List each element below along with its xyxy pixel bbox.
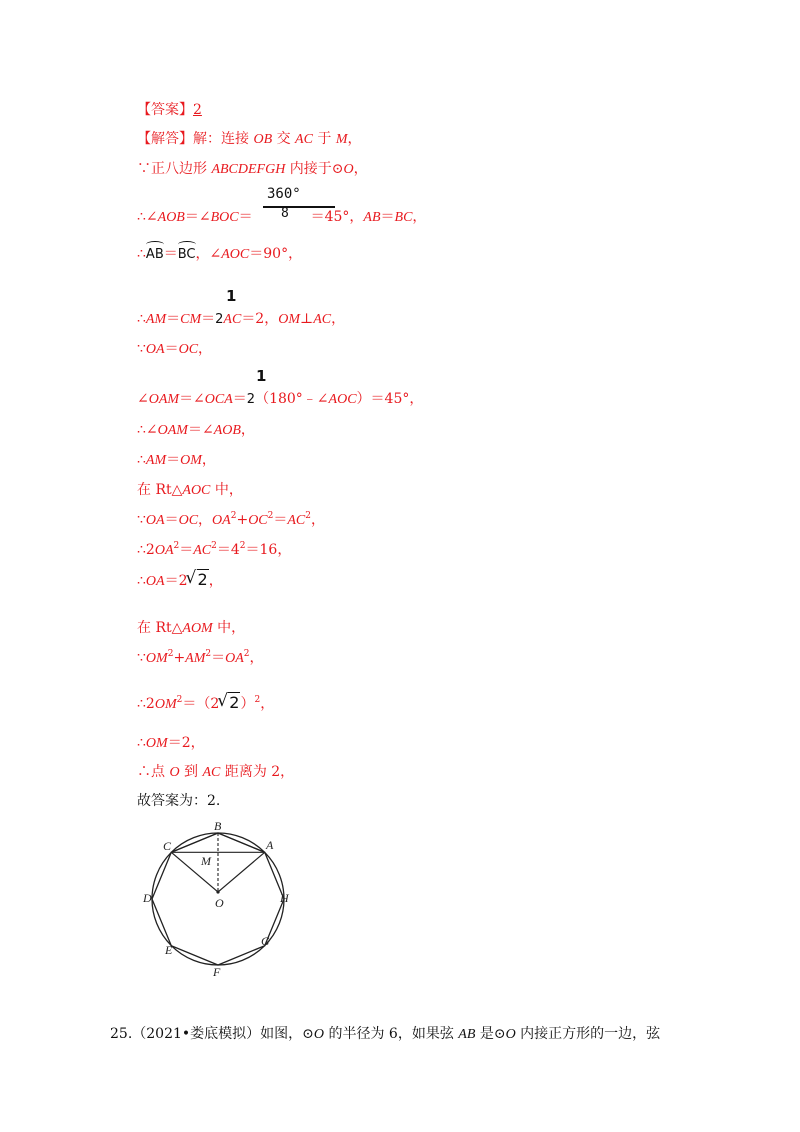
var: OM	[145, 736, 168, 751]
text: ，	[412, 209, 427, 225]
exponent: 2	[254, 695, 261, 705]
text: ∴	[137, 246, 146, 262]
exponent: 2	[167, 649, 174, 659]
text: ，	[311, 512, 325, 528]
var: OB	[253, 132, 273, 147]
text: +	[173, 650, 186, 666]
text: ∴∠	[137, 209, 158, 225]
text: ∴∠	[137, 422, 158, 438]
text: ⊥	[300, 311, 314, 327]
solution-line-4	[137, 245, 302, 264]
text: ∠	[137, 391, 149, 407]
var: BOC	[210, 210, 239, 225]
label-d: D	[143, 891, 152, 905]
exponent: 2	[205, 649, 212, 659]
solution-line-9	[137, 451, 216, 470]
text: ∴点	[137, 764, 170, 780]
text: ，∠	[195, 246, 222, 262]
solution-line-14	[137, 619, 245, 638]
var: AM	[145, 312, 167, 327]
var: O	[313, 1027, 325, 1042]
text: ＝90°，	[249, 246, 303, 262]
solution-line-17	[137, 734, 205, 753]
label-o: O	[215, 896, 224, 910]
text: 内接于⊙	[285, 161, 344, 177]
text: ＝45°，	[310, 209, 364, 225]
text: ，	[249, 650, 264, 666]
solution-line-18	[137, 763, 294, 782]
exponent: 2	[267, 511, 274, 521]
label-h: H	[280, 891, 289, 905]
solution-label: 【解答】	[137, 131, 193, 147]
var: AC	[313, 312, 332, 327]
text: ，	[198, 512, 213, 528]
center-point	[216, 890, 219, 893]
text: ＝	[164, 512, 179, 528]
var: AOC	[182, 483, 211, 498]
final-answer-line: 故答案为：2.	[137, 793, 221, 809]
text: 在 Rt△	[137, 482, 183, 498]
text: ∴	[137, 573, 146, 589]
label-b: B	[214, 819, 222, 833]
exponent: 2	[230, 511, 237, 521]
var: AB	[458, 1027, 476, 1042]
exponent: 2	[239, 541, 246, 551]
text: ＝	[164, 341, 179, 357]
text: 于	[312, 131, 336, 147]
solution-line-16	[137, 694, 274, 714]
var: OAM	[148, 392, 180, 407]
text: 中，	[212, 620, 246, 636]
octagon-figure	[137, 818, 297, 978]
sqrt-symbol	[219, 694, 240, 712]
var: OA	[145, 574, 165, 589]
fraction-denominator: 2	[246, 392, 256, 407]
var: OA	[212, 513, 231, 528]
solution-line-5	[137, 310, 345, 329]
solution-line-13	[137, 571, 223, 591]
text: ）	[240, 696, 255, 712]
var: OA	[154, 543, 174, 558]
label-c: C	[163, 839, 172, 853]
segment-ao	[218, 852, 265, 892]
fraction-bar	[263, 206, 335, 208]
answer-line	[137, 101, 202, 119]
text: ）＝45°，	[356, 391, 424, 407]
arc-bc: BC	[177, 247, 196, 262]
label-e: E	[165, 943, 173, 957]
var: OA	[145, 342, 165, 357]
fraction-half-1	[226, 288, 236, 304]
text: （180°﹣∠	[255, 391, 329, 407]
var: OC	[178, 342, 199, 357]
exponent: 2	[211, 541, 217, 551]
text: 的半径为 6，如果弦	[324, 1026, 459, 1042]
text: ∴	[137, 735, 146, 751]
exponent: 2	[243, 649, 250, 659]
question-number: 25.	[110, 1026, 133, 1042]
var: AB	[363, 210, 381, 225]
answer-label: 【答案】	[137, 102, 193, 118]
var: AOB	[157, 210, 185, 225]
text: ＝∠	[184, 209, 211, 225]
text: ∴	[137, 311, 146, 327]
text: ＝2，	[241, 311, 279, 327]
text: ，	[331, 311, 346, 327]
solution-line-1	[137, 130, 362, 149]
fraction-denominator: 8	[281, 206, 289, 221]
var: OM	[180, 453, 202, 468]
text: 内接正方形的一边，弦	[515, 1026, 661, 1042]
label-g: G	[261, 934, 270, 948]
solution-line-12	[137, 541, 291, 560]
fraction-denominator: 2	[215, 312, 224, 327]
text: ∴2	[137, 542, 155, 558]
var: AC	[287, 513, 306, 528]
answer-value: 2	[193, 102, 202, 118]
text: ＝	[238, 209, 253, 225]
fraction-numerator: 1	[256, 367, 267, 385]
solution-line-8	[137, 421, 255, 440]
exponent: 2	[173, 541, 180, 551]
text: +	[236, 512, 249, 528]
var: AC	[193, 543, 212, 558]
text: ＝	[201, 311, 216, 327]
text: ＝	[163, 246, 178, 262]
fraction-numerator: 360°	[267, 186, 301, 202]
solution-line-7	[137, 390, 423, 409]
text: ＝2，	[167, 735, 205, 751]
sqrt-symbol	[188, 571, 209, 589]
var: ABCDEFGH	[211, 162, 286, 177]
text: 交	[272, 131, 296, 147]
text: 距离为 2，	[220, 764, 295, 780]
var: OC	[178, 513, 199, 528]
var: OM	[154, 697, 177, 712]
text: 中，	[210, 482, 243, 498]
text: 是⊙	[475, 1026, 506, 1042]
solution-line-2	[137, 160, 368, 179]
var: OC	[248, 513, 268, 528]
text: ＝2	[164, 573, 188, 589]
var: AC	[223, 312, 242, 327]
var: OCA	[204, 392, 233, 407]
text: ，	[240, 422, 255, 438]
text: （2021•娄底模拟）如图，⊙	[132, 1026, 314, 1042]
text: ＝∠	[187, 422, 214, 438]
question-25	[110, 1025, 660, 1044]
text: ＝∠	[179, 391, 205, 407]
text: ＝	[166, 452, 181, 468]
var: BC	[394, 210, 413, 225]
text: ，	[347, 131, 362, 147]
label-m: M	[201, 854, 211, 868]
var: O	[505, 1027, 516, 1042]
text: 在 Rt△	[137, 620, 183, 636]
fraction-numerator: 1	[226, 287, 237, 305]
text: ∵正八边形	[137, 161, 212, 177]
text: ∴2	[137, 696, 155, 712]
label-f: F	[213, 965, 221, 978]
label-a: A	[266, 838, 274, 852]
solution-line-6	[137, 340, 212, 359]
segment-cb	[171, 833, 218, 852]
text: ＝	[232, 391, 247, 407]
var: OM	[278, 312, 301, 327]
text: ＝	[179, 542, 194, 558]
text: 解：连接	[193, 131, 249, 147]
var: AOB	[213, 423, 241, 438]
text: ，	[208, 573, 223, 589]
var: OA	[145, 513, 165, 528]
exponent: 2	[176, 695, 183, 705]
text: ＝	[273, 512, 288, 528]
arc-ab: AB	[145, 247, 164, 262]
var: AOC	[221, 247, 250, 262]
var: M	[335, 132, 348, 147]
text: ∵	[137, 650, 146, 666]
text: ＝16，	[245, 542, 292, 558]
solution-line-15	[137, 649, 264, 668]
text: ＝	[166, 311, 181, 327]
var: O	[343, 162, 354, 177]
text: ＝	[380, 209, 395, 225]
var: AC	[295, 132, 313, 147]
text: ＝4	[216, 542, 240, 558]
var: OA	[225, 651, 244, 666]
var: AC	[202, 765, 221, 780]
text: ，	[260, 696, 275, 712]
text: ＝（2	[182, 696, 220, 712]
fraction-360-8	[263, 186, 335, 226]
text: ∵	[137, 341, 146, 357]
text: ∴	[137, 452, 146, 468]
radicand: 2	[229, 693, 240, 712]
text: ，	[201, 452, 216, 468]
text: 到	[179, 764, 203, 780]
fraction-half-2	[256, 368, 266, 384]
radicand: 2	[197, 570, 208, 589]
var: AOC	[328, 392, 357, 407]
var: OAM	[157, 423, 188, 438]
exponent: 2	[305, 511, 311, 521]
text: ∵	[137, 512, 146, 528]
text: ＝	[211, 650, 226, 666]
text: ，	[353, 161, 368, 177]
segment-ab	[218, 833, 265, 852]
solution-line-11	[137, 511, 325, 530]
var: OM	[145, 651, 168, 666]
var: O	[169, 765, 180, 780]
var: AOM	[182, 621, 213, 636]
var: AM	[185, 651, 206, 666]
text: ，	[198, 341, 213, 357]
var: AM	[145, 453, 167, 468]
solution-line-10	[137, 481, 243, 500]
var: CM	[180, 312, 202, 327]
